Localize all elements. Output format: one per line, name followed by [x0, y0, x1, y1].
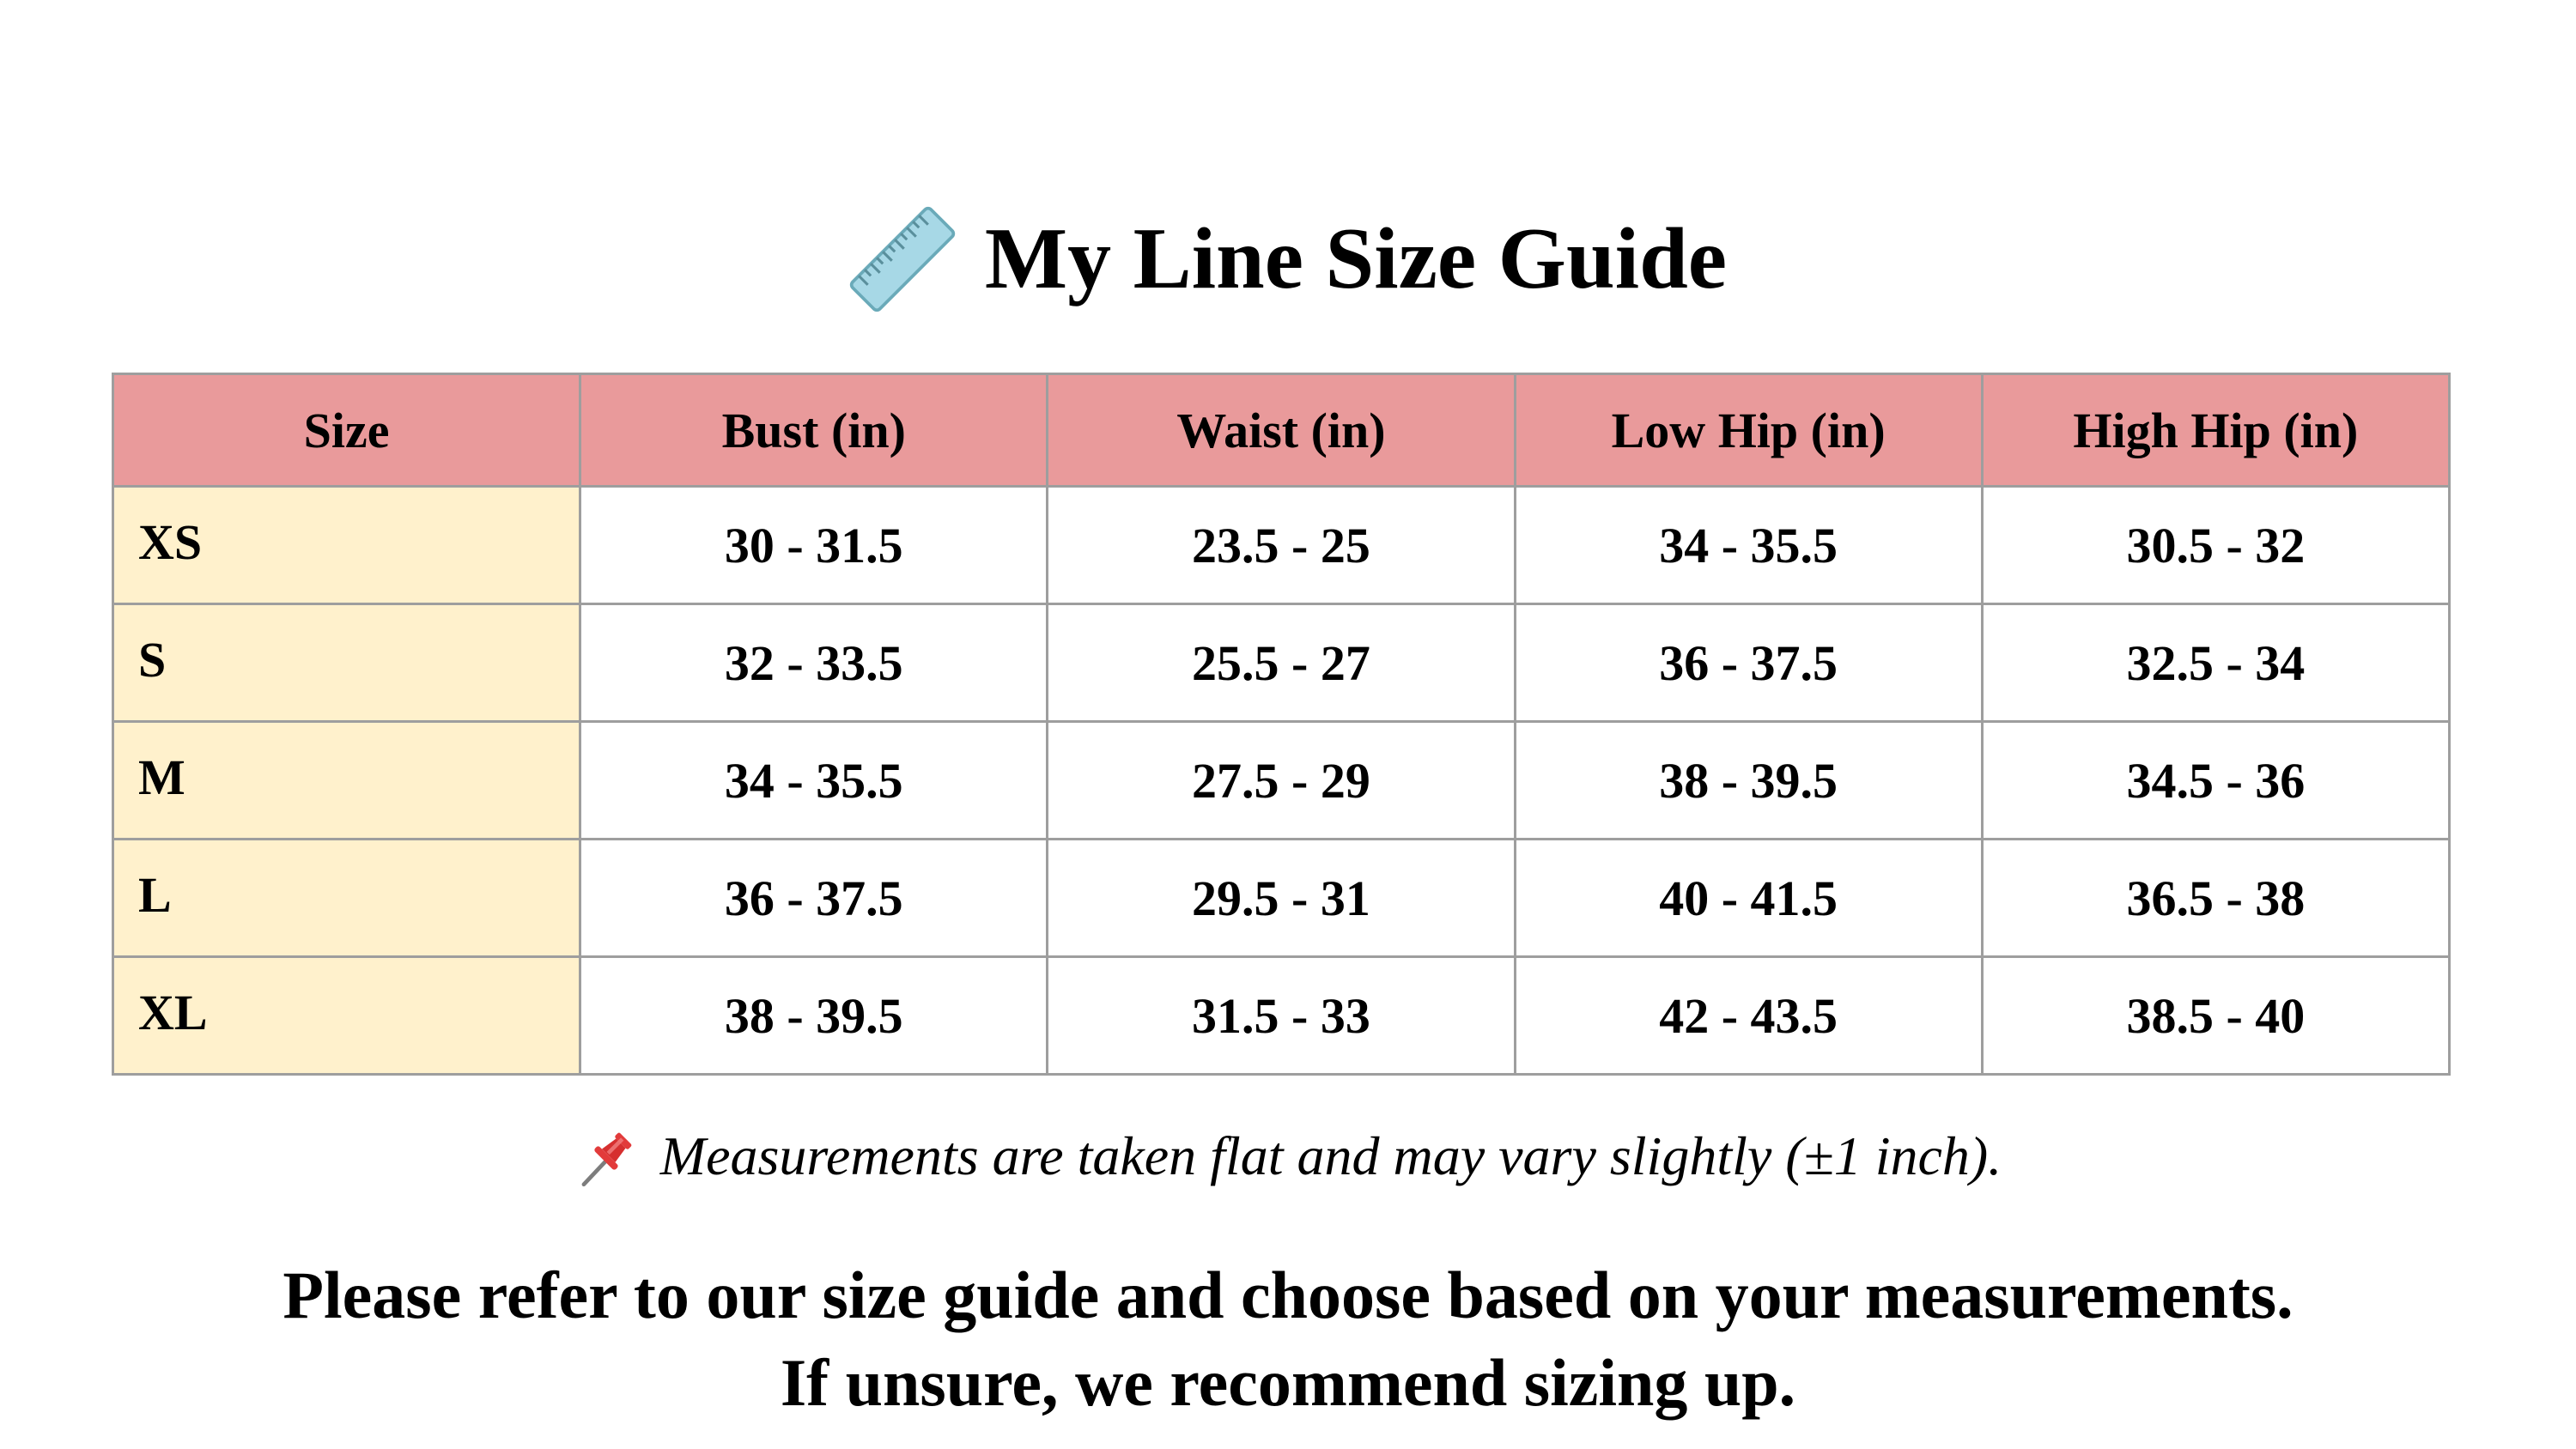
header-high-hip: High Hip (in) [1982, 374, 2449, 487]
pushpin-icon [574, 1123, 641, 1190]
high-hip-cell: 34.5 - 36 [1982, 722, 2449, 840]
bust-cell: 30 - 31.5 [580, 487, 1048, 604]
low-hip-cell: 42 - 43.5 [1515, 957, 1982, 1075]
footer-line-1: Please refer to our size guide and choose based on your measurements. [283, 1258, 2293, 1332]
table-row [113, 840, 2450, 957]
table-row [113, 722, 2450, 840]
high-hip-cell: 30.5 - 32 [1982, 487, 2449, 604]
high-hip-cell: 38.5 - 40 [1982, 957, 2449, 1075]
size-cell: XS [113, 487, 580, 604]
bust-cell: 32 - 33.5 [580, 604, 1048, 722]
table-row [113, 487, 2450, 604]
low-hip-cell: 36 - 37.5 [1515, 604, 1982, 722]
waist-cell: 27.5 - 29 [1048, 722, 1515, 840]
footer-message [0, 1252, 2576, 1427]
note-text: Measurements are taken flat and may vary slightly (±1 inch). [659, 1125, 2002, 1186]
size-cell: XL [113, 957, 580, 1075]
measurement-note [0, 1123, 2576, 1190]
size-cell: L [113, 840, 580, 957]
high-hip-cell: 36.5 - 38 [1982, 840, 2449, 957]
bust-cell: 34 - 35.5 [580, 722, 1048, 840]
ruler-icon [849, 206, 956, 312]
size-cell: S [113, 604, 580, 722]
waist-cell: 25.5 - 27 [1048, 604, 1515, 722]
title-text: My Line Size Guide [984, 210, 1728, 307]
page-title [0, 206, 2576, 312]
size-cell: M [113, 722, 580, 840]
waist-cell: 29.5 - 31 [1048, 840, 1515, 957]
waist-cell: 31.5 - 33 [1048, 957, 1515, 1075]
header-waist: Waist (in) [1048, 374, 1515, 487]
waist-cell: 23.5 - 25 [1048, 487, 1515, 604]
table-row [113, 604, 2450, 722]
table-row [113, 957, 2450, 1075]
bust-cell: 38 - 39.5 [580, 957, 1048, 1075]
high-hip-cell: 32.5 - 34 [1982, 604, 2449, 722]
header-bust: Bust (in) [580, 374, 1048, 487]
header-size: Size [113, 374, 580, 487]
low-hip-cell: 34 - 35.5 [1515, 487, 1982, 604]
low-hip-cell: 38 - 39.5 [1515, 722, 1982, 840]
footer-line-2: If unsure, we recommend sizing up. [780, 1345, 1796, 1420]
bust-cell: 36 - 37.5 [580, 840, 1048, 957]
header-low-hip: Low Hip (in) [1515, 374, 1982, 487]
low-hip-cell: 40 - 41.5 [1515, 840, 1982, 957]
size-guide-table [112, 373, 2451, 1076]
table-header-row [113, 374, 2450, 487]
